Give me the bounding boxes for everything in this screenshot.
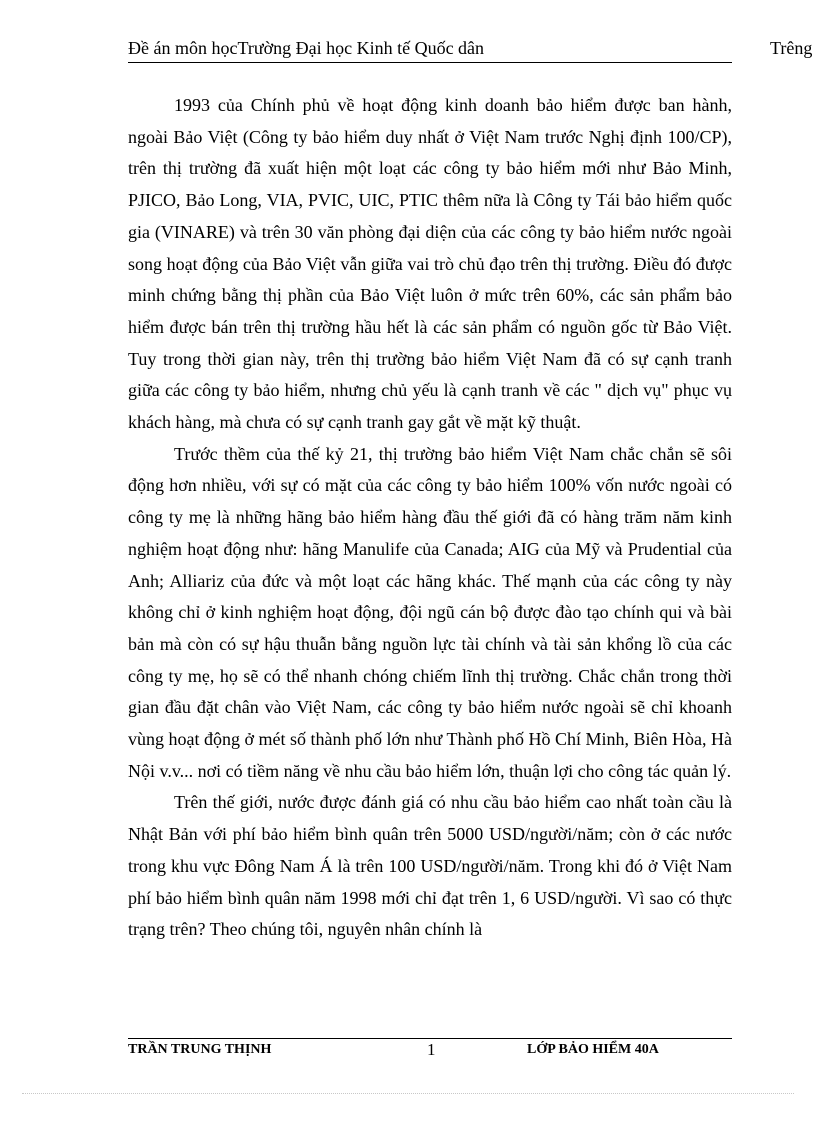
header-divider xyxy=(128,62,732,63)
footer-author: TRẦN TRUNG THỊNH xyxy=(128,1042,272,1057)
paragraph: 1993 của Chính phủ về hoạt động kinh doanh bảo hiểm được ban hành, ngoài Bảo Việt (Công ty bảo hiểm duy nhất ở Việt Nam trước Nghị định 100/CP), trên thị trường đã xuất hiện một loạt các công ty bảo hiểm mới như Bảo Minh, PJICO, Bảo Long, VIA, PVIC, UIC, PTIC thêm nữa là Công ty Tái bảo hiểm quốc gia (VINARE) và trên 30 văn phòng đại diện của các công ty bảo hiểm nước ngoài song hoạt động của Bảo Việt vẫn giữa vai trò chủ đạo trên thị trường. Điều đó được minh chứng bằng thị phần của Bảo Việt luôn ở mức trên 60%, các sản phẩm bảo hiểm được bán trên thị trường hầu hết là các sản phẩm có nguồn gốc từ Bảo Việt. Tuy trong thời gian này, trên thị trường bảo hiểm Việt Nam đã có sự cạnh tranh giữa các công ty bảo hiểm, nhưng chủ yếu là cạnh tranh về các " dịch vụ" phục vụ khách hàng, mà chưa có sự cạnh tranh gay gắt về mặt kỹ thuật. xyxy=(128,95,732,433)
paragraph: Trước thềm của thế kỷ 21, thị trường bảo hiểm Việt Nam chắc chắn sẽ sôi động hơn nhiều, với sự có mặt của các công ty bảo hiểm 100% vốn nước ngoài có công ty mẹ là những hãng bảo hiểm hàng đầu thế giới đã có hàng trăm năm kinh nghiệm hoạt động như: hãng Manulife của Canada; AIG của Mỹ và Prudential của Anh; Alliariz của đức và một loạt các hãng khác. Thế mạnh của các công ty này không chỉ ở kinh nghiệm hoạt động, đội ngũ cán bộ được đào tạo chính qui và bài bản mà còn có sự hậu thuẫn bằng nguồn lực tài chính và tài sản khổng lồ của các công ty mẹ, họ sẽ có thể nhanh chóng chiếm lĩnh thị trường. Chắc chắn trong thời gian đầu đặt chân vào Việt Nam, các công ty bảo hiểm nước ngoài sẽ chỉ khoanh vùng hoạt động ở mét số thành phố lớn như Thành phố Hồ Chí Minh, Biên Hòa, Hà Nội v.v... nơi có tiềm năng về nhu cầu bảo hiểm lớn, thuận lợi cho công tác quản lý. xyxy=(128,443,732,781)
footer-class-name: LỚP BẢO HIỂM 40A xyxy=(527,1042,659,1057)
footer-divider xyxy=(128,1038,732,1039)
header-title: Đề án môn họcTrường Đại học Kinh tế Quốc dân xyxy=(128,38,485,58)
header-right-text: Trêng xyxy=(770,38,813,58)
page-number: 1 xyxy=(427,1040,436,1059)
paragraph: Trên thế giới, nước được đánh giá có nhu cầu bảo hiểm cao nhất toàn cầu là Nhật Bản với phí bảo hiểm bình quân trên 5000 USD/người/năm; còn ở các nước trong khu vực Đông Nam Á là trên 100 USD/người/năm. Trong khi đó ở Việt Nam phí bảo hiểm bình quân năm 1998 mới chỉ đạt trên 1, 6 USD/người. Vì sao có thực trạng trên? Theo chúng tôi, nguyên nhân chính là xyxy=(128,792,732,940)
page-bottom-divider xyxy=(22,1093,794,1094)
body-text xyxy=(128,90,732,946)
